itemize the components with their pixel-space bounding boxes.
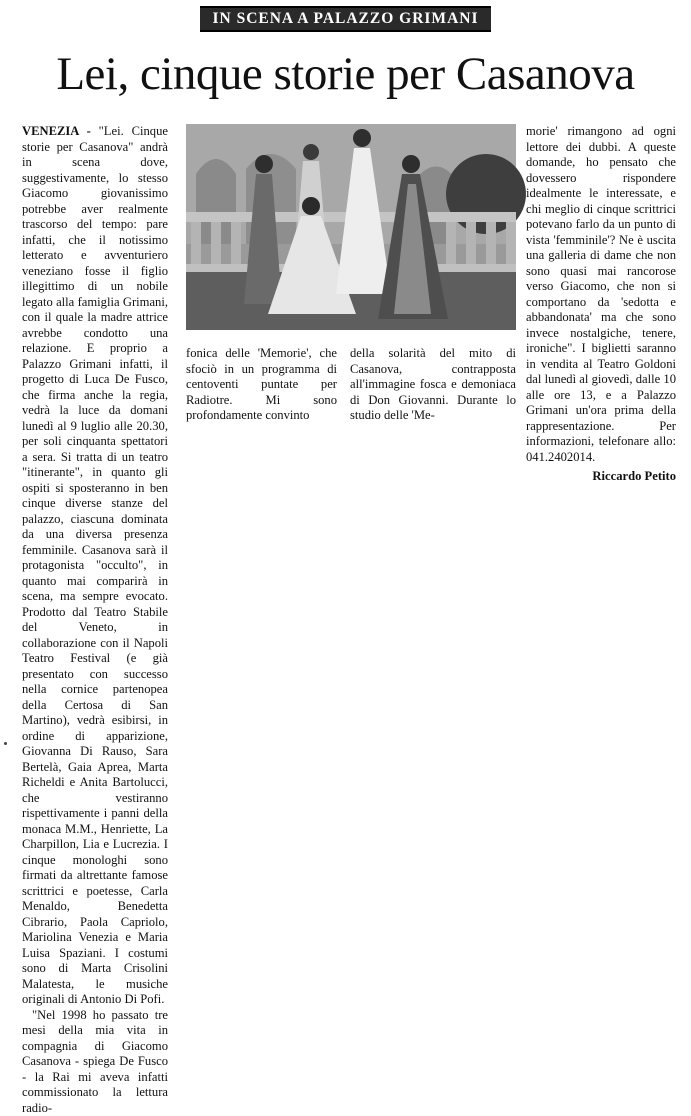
article-photo xyxy=(186,124,516,330)
kicker-bar xyxy=(0,6,691,32)
column-4 xyxy=(526,124,676,485)
paragraph-1 xyxy=(22,124,168,1008)
paragraph-5: morie' rimangono ad ogni lettore dei dubbi. A queste domande, ho pensato che dovessero rispondere idealmente le interessate, e chi meglio di cinque scrittrici potevano farlo da un punto di vista 'femminile'? Ne è uscita una galleria di dame che non sono quasi mai rancorose verso Giacomo, che non si comportano da 'sedotta e abbandonata' ma che sono invece nostalgiche, tenere, ironiche". I biglietti saranno in vendita al Teatro Goldoni dal lunedì al giovedì, dalle 10 alle ore 13, e a Palazzo Grimani un'ora prima della rappresentazione. Per informazioni, telefonare allo: 041.2402014. xyxy=(526,124,676,465)
column-1 xyxy=(22,124,168,824)
column-2 xyxy=(186,346,337,424)
paragraph-4: della solarità del mito di Casanova, contrapposta all'immagine fosca e demoniaca di Don Giovanni. Durante lo studio delle 'Me- xyxy=(350,346,516,424)
paragraph-3: fonica delle 'Memorie', che sfociò in un programma di centoventi puntate per Radiotre. Mi sono profondamente convinto xyxy=(186,346,337,424)
byline: Riccardo Petito xyxy=(526,469,676,485)
headline: Lei, cinque storie per Casanova xyxy=(0,44,691,104)
paragraph-1-text: "Lei. Cinque storie per Casanova" andrà in scena dove, suggestivamente, lo stesso Giacomo giovanissimo potrebbe aver realmente trascorso del tempo: pare infatti, che il notissimo letterato e avventuriero veneziano fosse il figlio illegittimo di un nobile legato alla famiglia Grimani, con il quale la madre attrice avrebbe condotto una relazione. E proprio a Palazzo Grimani infatti, il progetto di Luca De Fusco, che firma anche la regia, vedrà la luce da domani lunedì al 9 luglio alle 20.30, per soli cinquanta spettatori a sera. Si tratta di un teatro "itinerante", in quanto gli ospiti si sposteranno in ben cinque diverse stanze del palazzo, ciascuna dominata da una diversa presenza femminile. Casanova sarà il protagonista "occulto", in quanto mai comparirà in scena, ma sempre evocato. Prodotto dal Teatro Stabile del Veneto, in collaborazione con il Napoli Teatro Festival (e già presentato con successo nella cornice partenopea della Certosa di San Martino), vedrà esibirsi, in ordine di apparizione, Giovanna Di Rauso, Sara Bertelà, Gaia Aprea, Marta Richeldi e Anita Bartolucci, che vestiranno rispettivamente i panni della monaca M.M., Henriette, La Charpillon, Lia e Lucrezia. I cinque monologhi sono firmati da altrettante famose scrittrici e poetesse, Carla Menaldo, Benedetta Cibrario, Paola Capriolo, Mariolina Venezia e Maria Luisa Spaziani. I costumi sono di Marta Crisolini Malatesta, le musiche originali di Antonio Di Pofi. xyxy=(22,124,168,1006)
kicker: IN SCENA A PALAZZO GRIMANI xyxy=(200,6,490,32)
column-3 xyxy=(350,346,516,424)
margin-mark xyxy=(4,742,7,745)
paragraph-2: "Nel 1998 ho passato tre mesi della mia vita in compagnia di Giacomo Casanova - spiega De Fusco - la Rai mi aveva infatti commissionato la lettura radio- xyxy=(22,1008,168,1116)
photo-of-five-actresses-in-period-costume-icon xyxy=(186,124,516,330)
dateline: VENEZIA - xyxy=(22,124,91,138)
